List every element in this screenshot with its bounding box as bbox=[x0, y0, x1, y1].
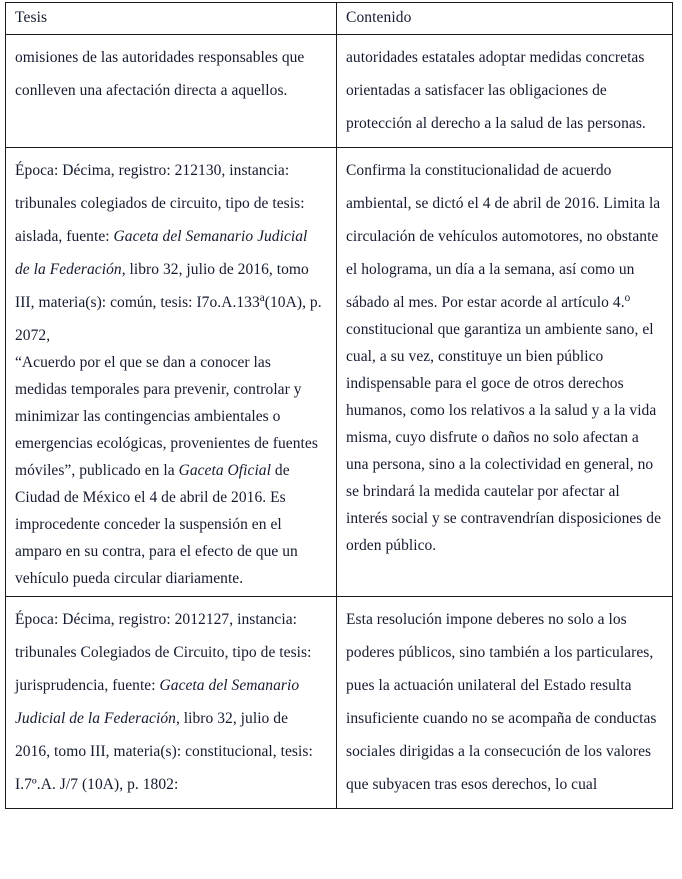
cell-content bbox=[337, 597, 672, 808]
paragraph bbox=[15, 154, 326, 352]
text-run: (10A), p. 2072, bbox=[15, 294, 322, 344]
table-row bbox=[6, 597, 673, 809]
table-cell bbox=[6, 35, 337, 148]
tesis-contenido-table bbox=[5, 2, 673, 809]
text-run: Época: Décima, registro: 2012127, instancia: tribunales Colegiados de Circuito, tipo de tesis: jurisprudencia, fuente: bbox=[15, 611, 312, 694]
table-cell bbox=[6, 597, 337, 809]
italic-publication-title: Gaceta del Semanario Judicial de la Federación bbox=[15, 228, 308, 278]
paragraph bbox=[15, 41, 326, 107]
text-run: , libro 32, julio de 2016, tomo III, materia(s): constitucional, tesis: I.7º.A. J/7 (10A), p. 1802: bbox=[15, 710, 313, 793]
cell-content bbox=[337, 148, 672, 566]
ordinal-superscript: o bbox=[624, 291, 631, 304]
column-header-contenido-label: Contenido bbox=[346, 9, 412, 26]
text-run: de Ciudad de México el 4 de abril de 2016. Es improcedente conceder la suspensión en el amparo en su contra, para el efecto de que un vehículo pueda circular diariamente. bbox=[15, 462, 298, 587]
italic-publication-title: Gaceta Oficial bbox=[178, 462, 271, 479]
table-cell bbox=[337, 597, 673, 809]
cell-content bbox=[6, 148, 336, 596]
table-cell bbox=[6, 148, 337, 597]
text-run: Época: Décima, registro: 212130, instancia: tribunales colegiados de circuito, tipo de tesis: aislada, fuente: bbox=[15, 162, 305, 245]
paragraph bbox=[346, 603, 662, 801]
text-run: omisiones de las autoridades responsables que conlleven una afectación directa a aquellos. bbox=[15, 49, 305, 99]
italic-publication-title: Gaceta del Semanario Judicial de la Federación bbox=[15, 677, 300, 727]
table-cell bbox=[337, 148, 673, 597]
column-header-tesis-label: Tesis bbox=[15, 9, 48, 26]
table-header-row bbox=[6, 3, 673, 35]
column-header-tesis bbox=[6, 3, 337, 35]
text-run: Confirma la constitucionalidad de acuerdo ambiental, se dictó el 4 de abril de 2016. Limita la circulación de vehículos automotores, no obstante el holograma, un día a la semana, así como un sábado al mes. Por estar acorde al artículo 4. bbox=[346, 162, 661, 311]
table-row bbox=[6, 35, 673, 148]
cell-content bbox=[6, 35, 336, 114]
paragraph bbox=[15, 603, 326, 801]
text-run: Esta resolución impone deberes no solo a los poderes públicos, sino también a los particulares, pues la actuación unilateral del Estado resulta insuficiente cuando no se acompaña de conductas sociales dirigidas a la consecución de los valores que subyacen tras esos derechos, lo cual bbox=[346, 611, 657, 793]
ordinal-superscript: a bbox=[259, 291, 265, 304]
paragraph bbox=[346, 41, 662, 140]
column-header-contenido bbox=[337, 3, 673, 35]
paragraph bbox=[346, 154, 662, 319]
text-run: , libro 32, julio de 2016, tomo III, materia(s): común, tesis: I7o.A.133 bbox=[15, 261, 309, 311]
paragraph bbox=[15, 349, 326, 592]
table-header bbox=[6, 3, 673, 35]
table-cell bbox=[337, 35, 673, 148]
cell-content bbox=[6, 597, 336, 803]
cell-content bbox=[337, 35, 672, 147]
text-run: “Acuerdo por el que se dan a conocer las medidas temporales para prevenir, controlar y minimizar las contingencias ambientales o emergencias ecológicas, provenientes de fuentes móviles”, publicado en la bbox=[15, 354, 318, 479]
table-body bbox=[6, 35, 673, 809]
table-row bbox=[6, 148, 673, 597]
text-run: constitucional que garantiza un ambiente sano, el cual, a su vez, constituye un bien público indispensable para el goce de otros derechos humanos, como los relativos a la salud y a la vida misma, cuyo disfrute o daños no solo afectan a una persona, sino a la colectividad en general, no se brindará la medida cautelar por afectar al interés social y se contravendrían disposiciones de orden público. bbox=[346, 321, 662, 554]
text-run: autoridades estatales adoptar medidas concretas orientadas a satisfacer las obligaciones de protección al derecho a la salud de las personas. bbox=[346, 49, 646, 132]
paragraph bbox=[346, 316, 662, 559]
